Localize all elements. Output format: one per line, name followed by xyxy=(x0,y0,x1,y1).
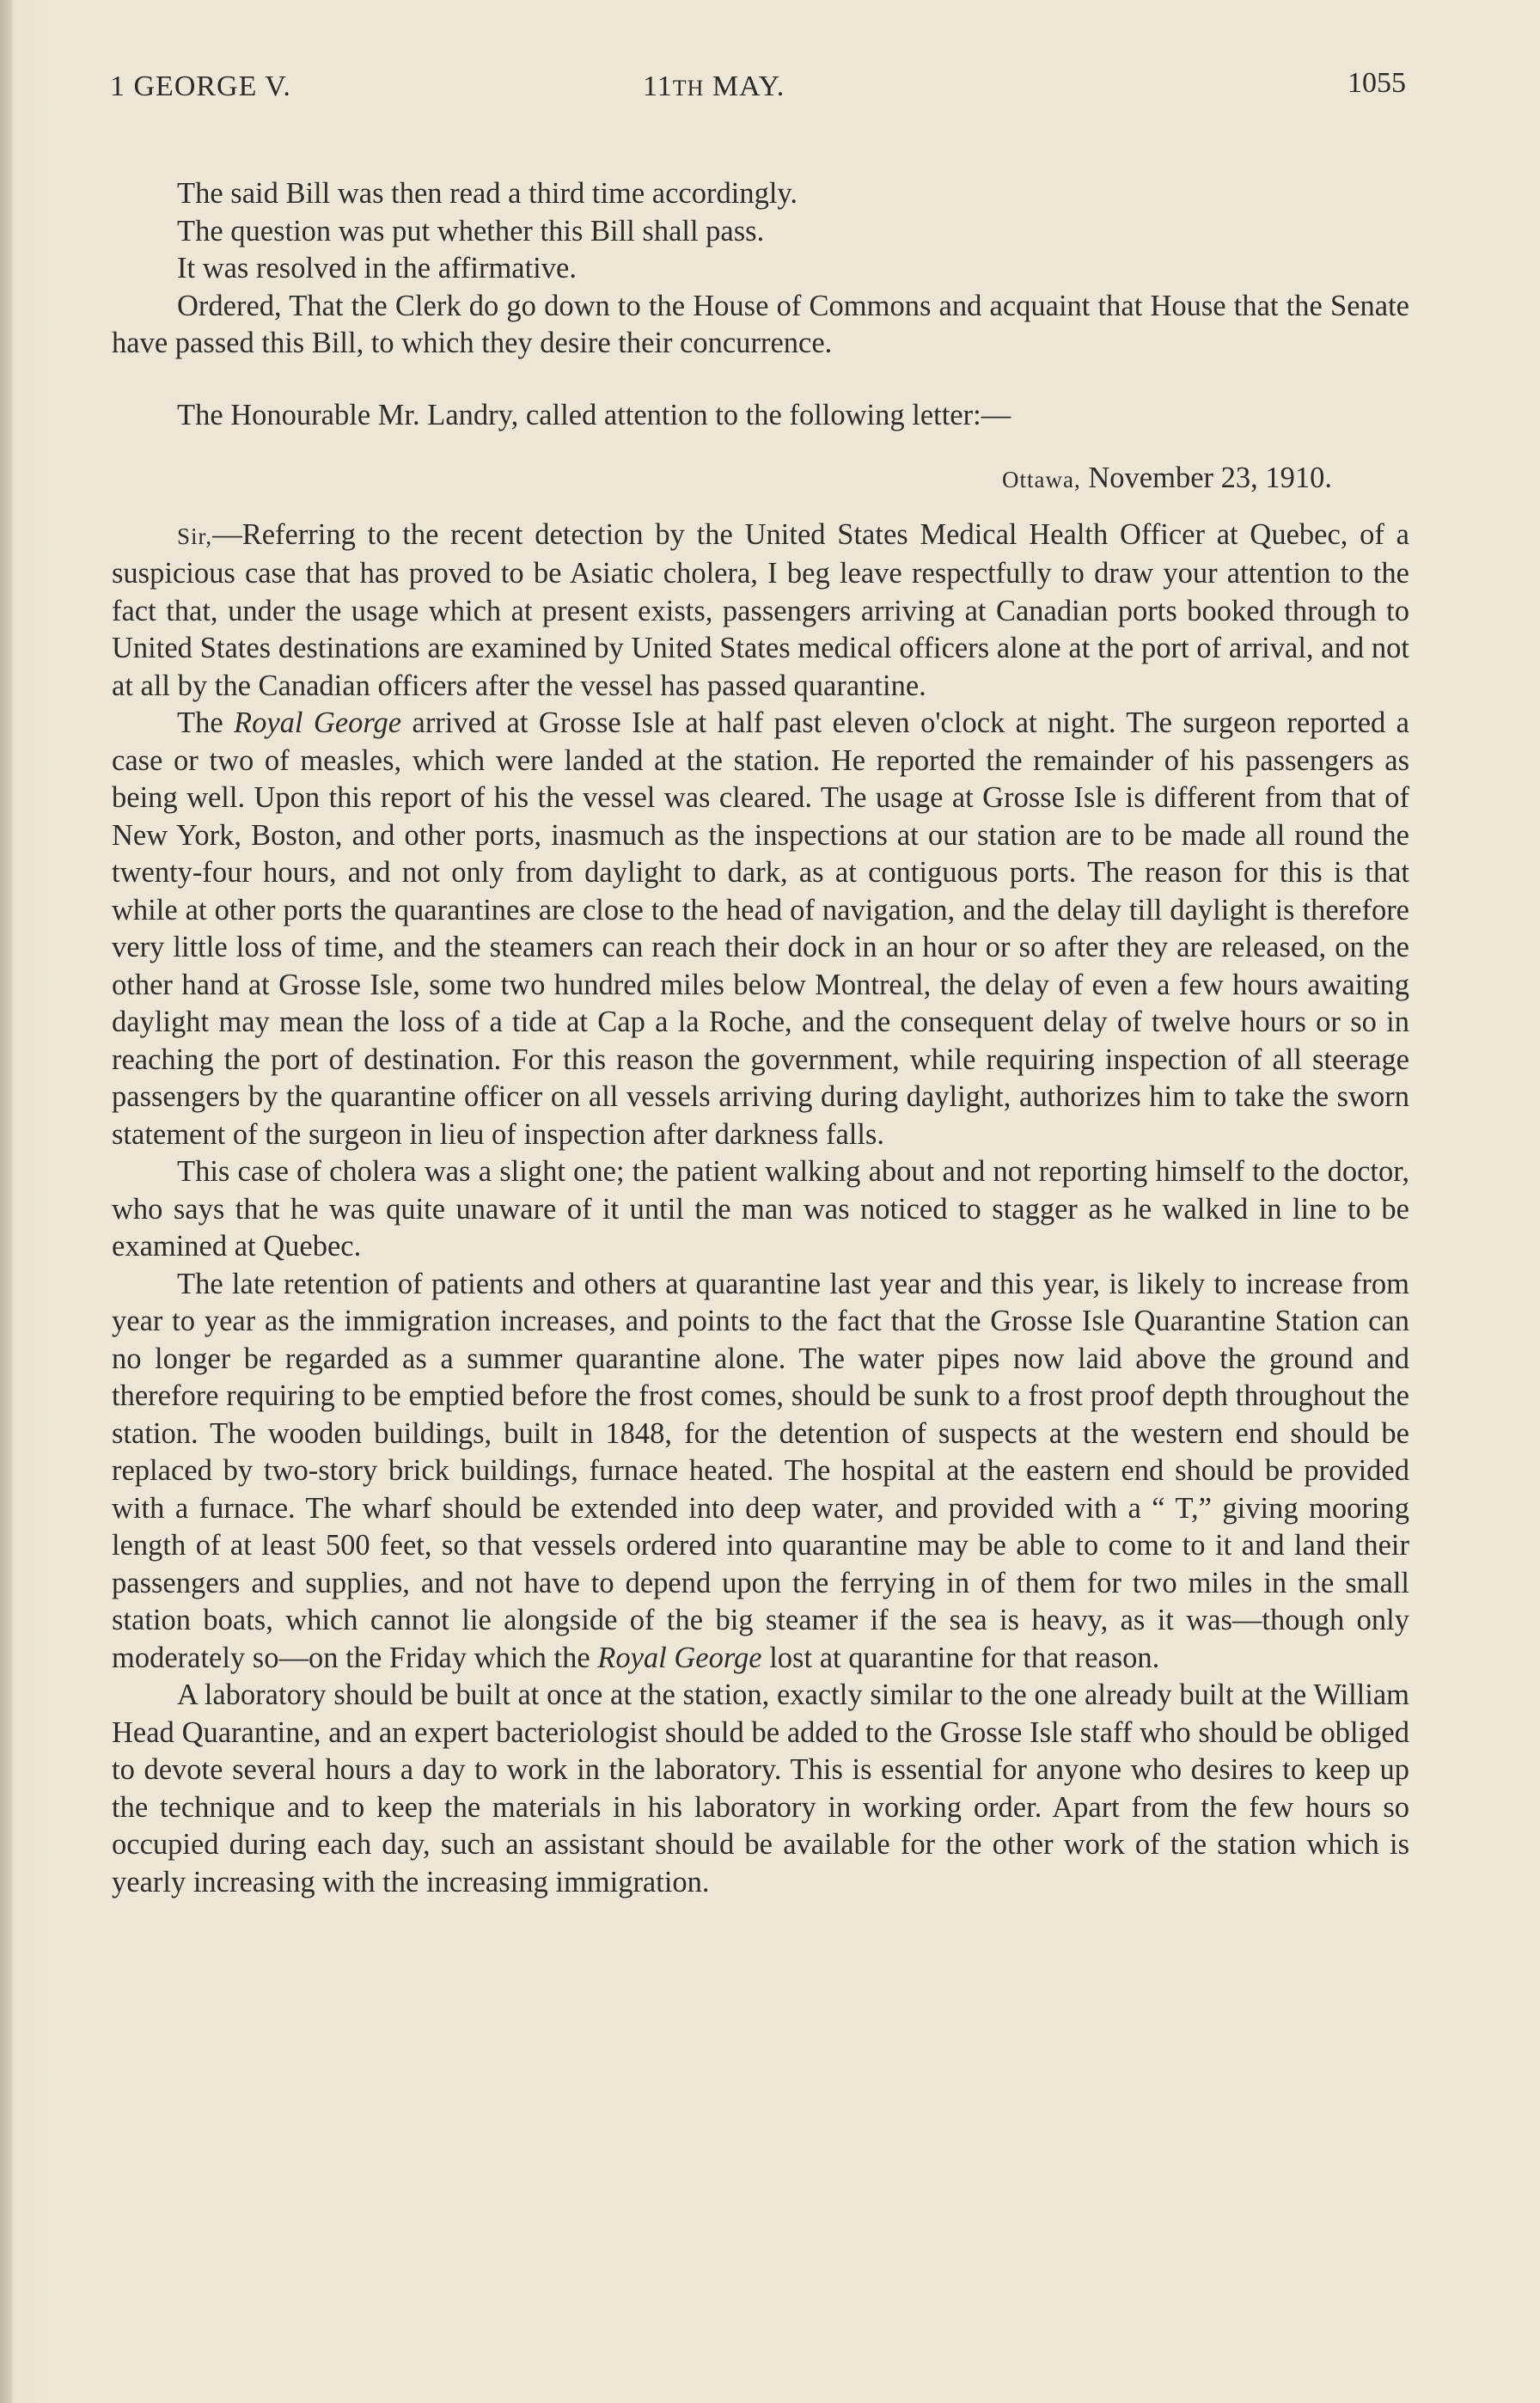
paragraph-royal-george-start: The xyxy=(177,706,235,739)
page-number: 1055 xyxy=(1348,67,1406,99)
paragraph-late-retention-end: lost at quarantine for that reason. xyxy=(761,1641,1160,1674)
book-spine-shadow xyxy=(0,0,12,2403)
paragraph-cholera-case: This case of cholera was a slight one; the patient walking about and not reporting himself to the doctor, who says that he was quite unaware of it until the man was noticed to stagger as he walked in line to be examined at Quebec. xyxy=(112,1155,1409,1263)
paragraph-laboratory: A laboratory should be built at once at the station, exactly similar to the one already built at the William Head Quarantine, and an expert bacteriologist should be added to the Grosse Isle staff who should be obliged to devote several hours a day to work in the laboratory. This is essential for anyone who desires to keep up the technique and to keep the materials in his laboratory in working order. Apart from the few hours so occupied during each day, such an assistant should be available for the other work of the station which is yearly increasing with the increasing immigration. xyxy=(112,1678,1409,1899)
paragraph-royal-george xyxy=(112,705,1409,1153)
paragraph-sir-text: —Referring to the recent detection by the United States Medical Health Officer at Quebec, of a suspicious case that has proved to be Asiatic cholera, I beg leave respectfully to draw your attention to the fact that, under the usage which at present exists, passengers arriving at Canadian ports booked through to United States destinations are examined by United States medical officers alone at the port of arrival, and not at all by the Canadian officers after the vessel has passed quarantine. xyxy=(112,517,1409,702)
letter-city: Ottawa, xyxy=(1002,467,1081,492)
header-regnal-year: 1 GEORGE V. xyxy=(110,70,291,102)
paragraph-late-retention xyxy=(112,1266,1409,1678)
paragraph-ordered: Ordered, That the Clerk do go down to the House of Commons and acquaint that House that the Senate have passed this Bill, to which they desire their concurrence. xyxy=(112,289,1409,359)
header-date-suffix: TH xyxy=(672,76,705,101)
ship-name: Royal George xyxy=(234,706,402,739)
letter-dateline xyxy=(112,460,1409,499)
header-date-month: MAY. xyxy=(704,70,785,102)
paragraph-sir xyxy=(112,517,1409,706)
paragraph-question-put: The question was put whether this Bill shall pass. xyxy=(177,214,765,248)
header-date-day: 11 xyxy=(643,70,673,102)
paragraph-landry: The Honourable Mr. Landry, called attention to the following letter:— xyxy=(177,398,1011,431)
ship-name-2: Royal George xyxy=(597,1641,762,1674)
header-date xyxy=(643,70,785,103)
paragraph-royal-george-text: arrived at Grosse Isle at half past eleven o'clock at night. The surgeon reported a case or two of measles, which were landed at the station. He reported the remainder of his passengers as being well. Upon this report of his the vessel was cleared. The usage at Grosse Isle is different from that of New York, Boston, and other ports, inasmuch as the inspections at our station are to be made all round the twenty-four hours, and not only from daylight to dark, as at contiguous ports. The reason for this is that while at other ports the quarantines are close to the head of navigation, and the delay till daylight is therefore very little loss of time, and the steamers can reach their dock in an hour or so after they are released, on the other hand at Grosse Isle, some two hundred miles below Montreal, the delay of even a few hours awaiting daylight may mean the loss of a tide at Cap a la Roche, and the consequent delay of twelve hours or so in reaching the port of destination. For this reason the government, while requiring inspection of all steerage passengers by the quarantine officer on all vessels arriving during daylight, authorizes him to take the sworn statement of the surgeon in lieu of inspection after darkness falls. xyxy=(112,706,1409,1151)
page-body xyxy=(112,175,1409,1901)
running-header xyxy=(110,67,1406,113)
paragraph-late-retention-text: The late retention of patients and others at quarantine last year and this year, is likely to increase from year to year as the immigration increases, and points to the fact that the Grosse Isle Quarantine Station can no longer be regarded as a summer quarantine alone. The water pipes now laid above the ground and therefore requiring to be emptied before the frost comes, should be sunk to a frost proof depth throughout the station. The wooden buildings, built in 1848, for the detention of suspects at the western end should be replaced by two-story brick buildings, furnace heated. The hospital at the eastern end should be provided with a furnace. The wharf should be extended into deep water, and provided with a “ T,” giving mooring length of at least 500 feet, so that vessels ordered into quarantine may be able to come to it and land their passengers and supplies, and not have to depend upon the ferrying in of them for two miles in the small station boats, which cannot lie alongside of the big steamer if the sea is heavy, as it was—though only moderately so—on the Friday which the xyxy=(112,1267,1409,1674)
letter-salutation: Sir, xyxy=(177,523,213,549)
letter-date: November 23, 1910. xyxy=(1080,462,1332,494)
paragraph-bill-read: The said Bill was then read a third time accordingly. xyxy=(177,177,798,210)
paragraph-resolved: It was resolved in the affirmative. xyxy=(177,252,577,284)
